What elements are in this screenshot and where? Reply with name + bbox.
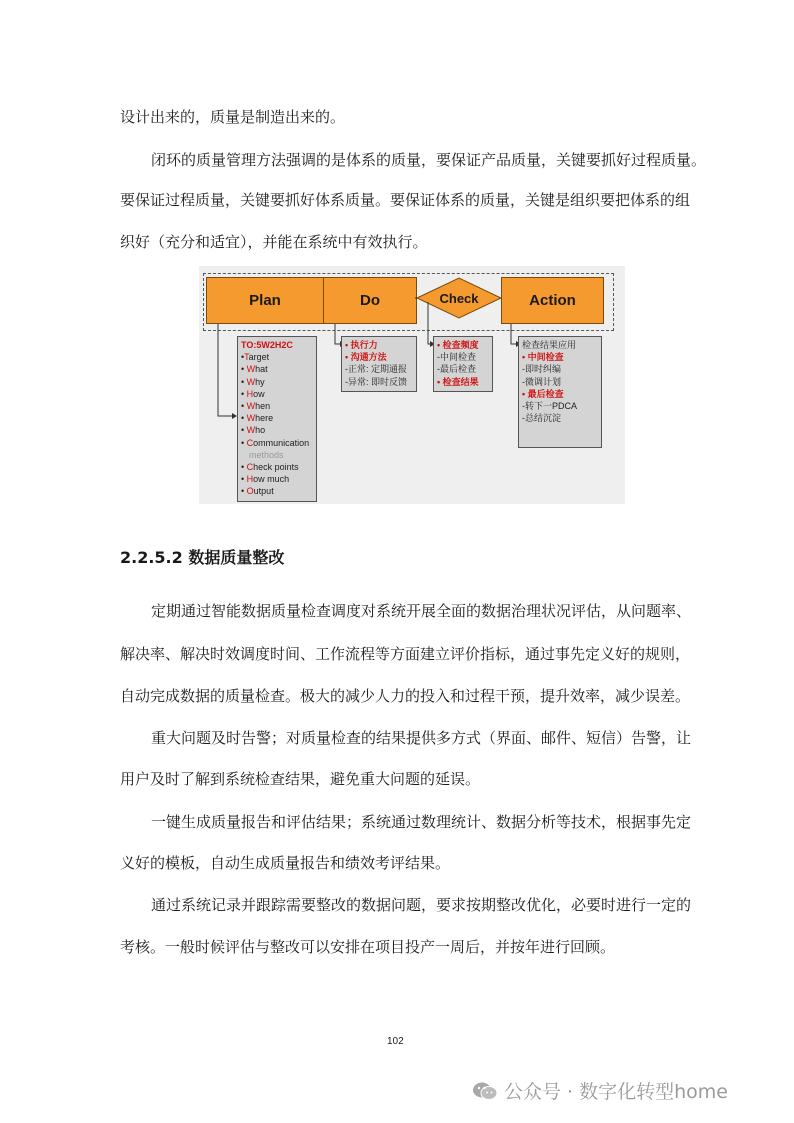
check-item: • 检查频度: [437, 340, 479, 350]
watermark: [472, 1077, 728, 1104]
action-item: -即时纠编: [522, 364, 561, 375]
plan-item: •Target: [241, 352, 270, 363]
wechat-icon: [472, 1081, 498, 1101]
action-arrow: [511, 324, 517, 344]
action-detail-box: [518, 336, 602, 448]
action-item: -总结沉淀: [522, 413, 561, 424]
plan-item: • How: [241, 388, 265, 399]
action-item: • 最后检查: [522, 388, 564, 399]
paragraph-line: 自动完成数据的质量检查。极大的减少人力的投入和过程干预，提升效率，减少误差。: [120, 687, 691, 705]
paragraph-line: 织好（充分和适宜），并能在系统中有效执行。: [120, 233, 428, 251]
plan-item: • When: [241, 401, 271, 412]
action-item: -转下一PDCA: [522, 401, 578, 412]
action-item: • 中间检查: [522, 352, 564, 363]
stage-label: Check: [439, 290, 479, 306]
plan-detail-box: [237, 336, 317, 502]
check-item: • 检查结果: [437, 376, 479, 387]
stage-check: [437, 279, 481, 317]
do-item: • 执行力: [345, 340, 378, 350]
paragraph-line: 用户及时了解到系统检查结果，避免重大问题的延误。: [120, 770, 481, 788]
paragraph-line: 设计出来的，质量是制造出来的。: [120, 108, 346, 126]
check-arrow: [428, 302, 432, 344]
plan-item: • Communication: [241, 437, 310, 448]
check-item: -最后检查: [437, 364, 476, 375]
plan-item: • Output: [241, 486, 274, 497]
paragraph-line: 定期通过智能数据质量检查调度对系统开展全面的数据治理状况评估，从问题率、: [151, 602, 692, 620]
stage-label: Action: [529, 292, 576, 309]
page-number: 102: [387, 1036, 404, 1047]
pdca-diagram: [199, 266, 625, 504]
action-item: -微调计划: [522, 376, 561, 387]
plan-item: • Who: [241, 425, 266, 436]
watermark-text: 公众号 · 数字化转型home: [504, 1081, 728, 1103]
stage-label: Plan: [249, 292, 281, 309]
plan-item: • What: [241, 364, 268, 375]
paragraph-line: 重大问题及时告警；对质量检查的结果提供多方式（界面、邮件、短信）告警，让: [151, 729, 692, 747]
stage-action: [501, 277, 604, 324]
action-item: 检查结果应用: [522, 340, 577, 350]
paragraph-line: 要保证过程质量，关键要抓好体系质量。要保证体系的质量，关键是组织要把体系的组: [120, 191, 691, 209]
do-item: • 沟通方法: [345, 352, 387, 363]
paragraph-line: 考核。一般时候评估与整改可以安排在项目投产一周后，并按年进行回顾。: [120, 938, 616, 956]
do-item: -异常: 即时反馈: [345, 376, 407, 387]
paragraph-line: 闭环的质量管理方法强调的是体系的质量，要保证产品质量，关键要抓好过程质量。: [151, 151, 707, 169]
plan-item: • Why: [241, 376, 265, 387]
stage-label: Do: [360, 292, 380, 309]
paragraph-line: 义好的模板，自动生成质量报告和绩效考评结果。: [120, 854, 451, 872]
paragraph-line: 通过系统记录并跟踪需要整改的数据问题，要求按期整改优化，必要时进行一定的: [151, 896, 692, 914]
plan-item: • Where: [241, 413, 274, 424]
check-item: -中间检查: [437, 352, 476, 363]
plan-box-title: TO:5W2H2C: [241, 340, 293, 350]
plan-arrow: [218, 324, 232, 416]
paragraph-line: 一键生成质量报告和评估结果；系统通过数理统计、数据分析等技术，根据事先定: [151, 813, 692, 831]
plan-item: • How much: [241, 474, 290, 485]
plan-item: • Check points: [241, 462, 299, 473]
do-detail-box: [341, 336, 417, 392]
paragraph-line: 解决率、解决时效调度时间、工作流程等方面建立评价指标，通过事先定义好的规则，: [120, 645, 691, 663]
section-heading: 2.2.5.2 数据质量整改: [120, 548, 285, 567]
do-item: -正常: 定期通报: [345, 364, 407, 375]
check-detail-box: [433, 336, 493, 392]
plan-item: methods: [249, 449, 284, 460]
